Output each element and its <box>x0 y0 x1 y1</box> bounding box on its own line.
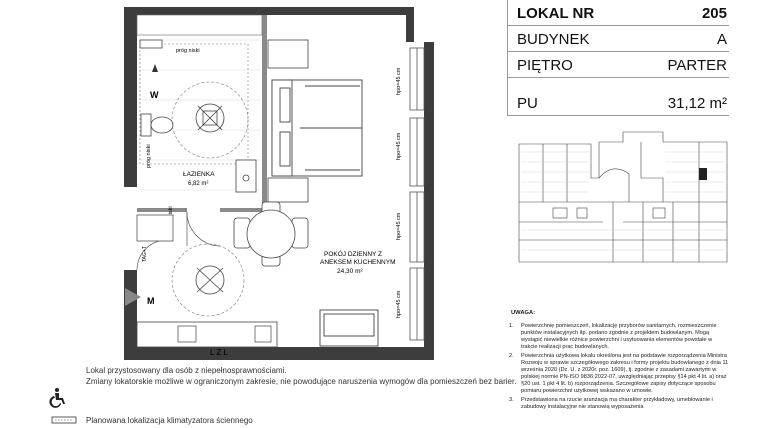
legend-ac-location: Planowana lokalizacja klimatyzatora ściennego <box>86 416 253 425</box>
shower-area <box>140 44 248 164</box>
living-room-name-1: POKÓJ DZIENNY Z <box>324 251 383 258</box>
sofa <box>320 310 378 346</box>
notes-list <box>507 323 729 411</box>
meter-w-label: W <box>150 90 159 100</box>
hall-cabinet <box>137 215 173 241</box>
living-room-area: 24,30 m² <box>337 268 363 275</box>
meter-w-arrow <box>152 64 158 72</box>
header-row-area <box>507 78 729 116</box>
note-item <box>507 397 729 411</box>
site-key-plan <box>513 122 731 274</box>
facade-windows <box>410 48 424 340</box>
accessibility-icon <box>49 388 65 408</box>
air-conditioner-icon <box>52 417 76 423</box>
threshold-label: próg niski <box>146 144 152 168</box>
tag-label: TAG+T <box>142 246 148 262</box>
note-text: Powierzchnię pomieszczeń, lokalizację przyborów sanitarnych, rozmieszczenie punktów instalacyjnych itp. podano zgodnie z projektem budowlanym. Mogą wystąpić niewielkie różnice powierzchni i usytuowania elementów powstałe w trakcie realizacji prac budowlanych. <box>521 323 717 350</box>
note-text: Powierzchnia użytkowa lokalu określona jest na podstawie rozporządzenia Ministra Rozwoju w sprawie szczegółowego zakresu i formy projektu budowlanego z dnia 11 września 2020 (Dz. U. z 2020r. poz. 1609), tj. zgodnie z zasadami zawartymi w polskiej normie PN-ISO 9836:2022-07, uwzględniając przepisy §14 pkt 4 lit. a) oraz §20 ust. 1 pkt 4 lit. b) rozporządzenia. Szczegółowe zapisy dotyczące sposobu pomiaru powierzchni użytkowej wskazano w umowie. <box>521 353 729 394</box>
header-key: LOKAL NR <box>517 5 595 22</box>
note-number: 3. <box>509 397 514 403</box>
bathroom-area: 6,82 m² <box>188 181 209 187</box>
wheelchair-icon <box>196 104 224 132</box>
living-room-name-2: ANEKSEM KUCHENNYM <box>320 259 396 266</box>
header-row-building <box>507 26 729 52</box>
notes-title: UWAGA: <box>511 310 536 316</box>
header-value: PARTER <box>667 57 727 74</box>
wheelchair-icon <box>196 266 224 294</box>
wheelchair-turning-circle <box>172 82 248 158</box>
note-item <box>507 323 729 351</box>
header-row-floor <box>507 52 729 78</box>
note-number: 1. <box>509 323 514 329</box>
header-value: 31,12 m² <box>667 95 727 112</box>
window-height-label: hpo=45 cm <box>396 132 402 160</box>
bathroom-fixtures <box>140 40 256 192</box>
legend-accessible-line-1: Lokal przystosowany dla osób z niepełnosprawnościami. <box>86 366 287 375</box>
kitchen-marks: L Z L <box>210 348 228 357</box>
notes <box>507 310 729 413</box>
window-height-label: hpo=45 cm <box>396 290 402 318</box>
header-key: BUDYNEK <box>517 31 590 48</box>
header-row-unit <box>507 0 729 26</box>
note-item <box>507 353 729 395</box>
note-text: Przedstawiona na rzucie aranżacja ma charakter przykładowy, umeblowanie i zabudowy instalacyjne nie stanowią wyposażenia <box>521 397 713 410</box>
nightstand <box>268 40 308 68</box>
nightstand <box>268 178 308 202</box>
header-key: PIĘTRO <box>517 57 573 74</box>
header-value: 205 <box>701 5 727 22</box>
wheelchair-turning-circle <box>172 244 244 316</box>
threshold-label: próg niski <box>176 48 200 54</box>
window-height-label: hpo=45 cm <box>396 67 402 95</box>
wardrobe <box>137 15 262 35</box>
bed <box>272 80 362 176</box>
selected-unit-marker <box>699 168 707 180</box>
window-height-label: hpo=45 cm <box>396 212 402 240</box>
note-number: 2. <box>509 353 514 359</box>
meter-m-label: M <box>147 296 155 306</box>
header-value: A <box>716 31 727 48</box>
bathroom-name: ŁAZIENKA <box>183 171 215 178</box>
header-key: PU <box>517 95 538 112</box>
legend-accessible-line-2: Zmiany lokatorskie możliwe w ograniczonym zakresie, nie powodujące naruszenia wymogów dla pomieszczeń bez barier. <box>86 376 517 386</box>
